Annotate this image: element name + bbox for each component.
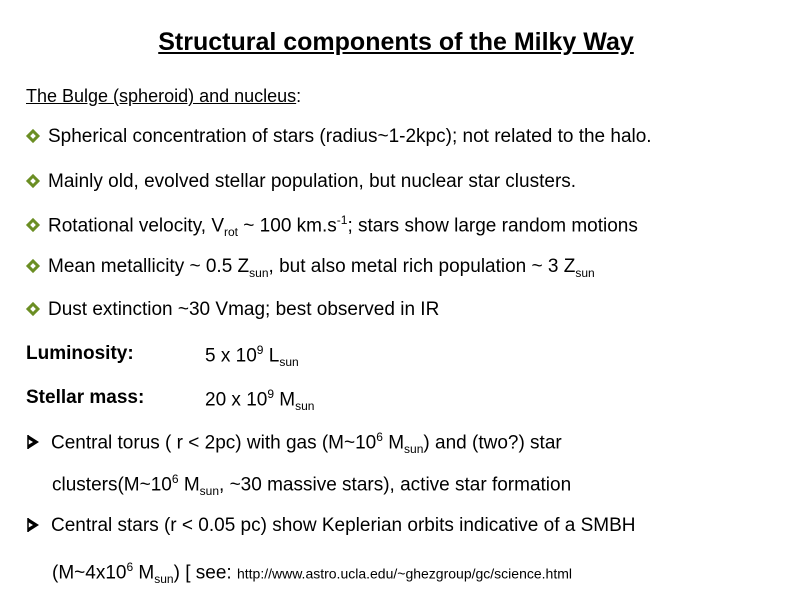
arrow-text-mid: M [382,432,405,454]
arrow-cont-mid: M [178,474,200,496]
reference-url: http://www.astro.ucla.edu/~ghezgroup/gc/science.html [236,565,572,582]
arrow-text: Central stars (r < 0.05 pc) show Keplerian orbits indicative of a SMBH [51,515,636,536]
diamond-bullet-icon [26,302,40,316]
bullet-text-mid: , but also metal rich population ~ 3 Z [268,256,576,277]
arrow-item [26,430,562,456]
section-heading-text: The Bulge (spheroid) and nucleus [26,86,297,106]
arrow-cont-pre: (M~4x10 [52,562,127,584]
luminosity-value-pre: 5 x 10 [205,345,257,367]
bullet-sup: -1 [336,213,348,227]
bullet-text: Mainly old, evolved stellar population, but nuclear star clusters. [48,171,577,192]
arrow-item [26,515,636,537]
arrow-cont-sup: 6 [171,472,179,486]
stellar-mass-label: Stellar mass: [26,387,145,408]
stellar-mass-value [205,387,314,413]
bullet-text: Dust extinction ~30 Vmag; best observed in IR [48,299,440,320]
bullet-sub: sun [249,265,269,280]
bullet-text-pre: Mean metallicity ~ 0.5 Z [48,256,250,277]
arrow-bullet-icon [26,434,41,450]
arrow-cont-sub: sun [199,484,220,499]
arrow-bullet-icon [26,517,41,533]
arrow-item-continuation [52,560,572,586]
stellar-mass-value-mid: M [274,389,296,411]
bullet-text-post: ; stars show large random motions [347,215,638,237]
bullet-text: Spherical concentration of stars (radius~1-2kpc); not related to the halo. [48,126,652,147]
arrow-cont-mid: M [133,562,155,584]
arrow-sub: sun [404,442,424,457]
arrow-cont-post: ) [ see: [173,562,237,584]
arrow-cont-post: , ~30 massive stars), active star formation [219,474,572,496]
stellar-mass-value-sup: 9 [267,387,275,401]
arrow-cont-pre: clusters(M~10 [52,474,172,496]
arrow-cont-sub: sun [154,572,174,587]
diamond-bullet-icon [26,259,40,273]
arrow-cont-sup: 6 [126,560,134,574]
luminosity-value-sup: 9 [256,343,264,357]
arrow-text-post: ) and (two?) star [423,432,562,454]
stellar-mass-value-pre: 20 x 10 [205,389,268,411]
luminosity-value [205,343,299,369]
diamond-bullet-icon [26,174,40,188]
arrow-text-pre: Central torus ( r < 2pc) with gas (M~10 [51,432,377,454]
luminosity-value-sub: sun [279,355,299,370]
section-heading [26,86,301,107]
stellar-mass-value-sub: sun [295,399,315,414]
luminosity-label: Luminosity: [26,343,134,364]
slide-title: Structural components of the Milky Way [158,28,634,56]
bullet-item [26,299,439,321]
bullet-item [26,126,652,148]
arrow-item-continuation [52,472,571,498]
bullet-item [26,171,576,193]
diamond-bullet-icon [26,129,40,143]
bullet-sub: rot [224,225,239,240]
bullet-text-mid: ~ 100 km.s [238,215,337,237]
arrow-sup: 6 [376,430,383,444]
section-heading-colon: : [296,86,302,106]
bullet-item [26,256,595,280]
bullet-item [26,213,638,239]
luminosity-value-mid: L [263,345,280,367]
bullet-text-pre: Rotational velocity, V [48,215,225,237]
bullet-sub-2: sun [575,265,595,280]
diamond-bullet-icon [26,218,40,232]
